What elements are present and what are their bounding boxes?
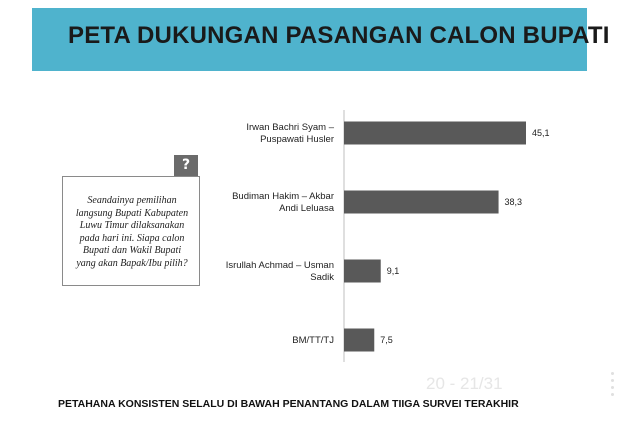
page-number: 20 - 21/31 [426,374,503,393]
question-line: Luwu Timur dilaksanakan [79,220,185,231]
category-label: Puspawati Husler [260,134,334,145]
category-label: Andi Leluasa [279,203,334,214]
bar [344,191,499,214]
question-line: yang akan Bapak/Ibu pilih? [76,257,188,269]
bar [344,329,374,352]
category-label: BM/TT/TJ [292,335,334,346]
bar [344,260,381,283]
data-label: 45,1 [532,128,550,138]
question-mark-icon: ? [174,155,198,176]
question-line: langsung Bupati Kabupaten [75,207,189,219]
question-line: Seandainya pemilihan [87,195,177,206]
data-label: 9,1 [386,266,400,276]
page-title: PETA DUKUNGAN PASANGAN CALON BUPATI [68,22,610,49]
category-label: Isrullah Achmad – Usman [225,260,334,271]
slide-nav-handle[interactable] [611,372,617,400]
data-label: 38,3 [504,197,523,207]
category-label: Irwan Bachri Syam – [246,122,334,133]
category-label: Sadik [310,272,334,283]
footer-caption: PETAHANA KONSISTEN SELALU DI BAWAH PENANTANG DALAM TIIGA SURVEI TERAKHIR [58,398,519,410]
bar [344,122,526,145]
question-line: pada hari ini. Siapa calon [79,232,185,244]
question-line: Bupati dan Wakil Bupati [82,245,182,256]
category-label: Budiman Hakim – Akbar [232,191,334,202]
data-label: 7,5 [380,335,393,345]
